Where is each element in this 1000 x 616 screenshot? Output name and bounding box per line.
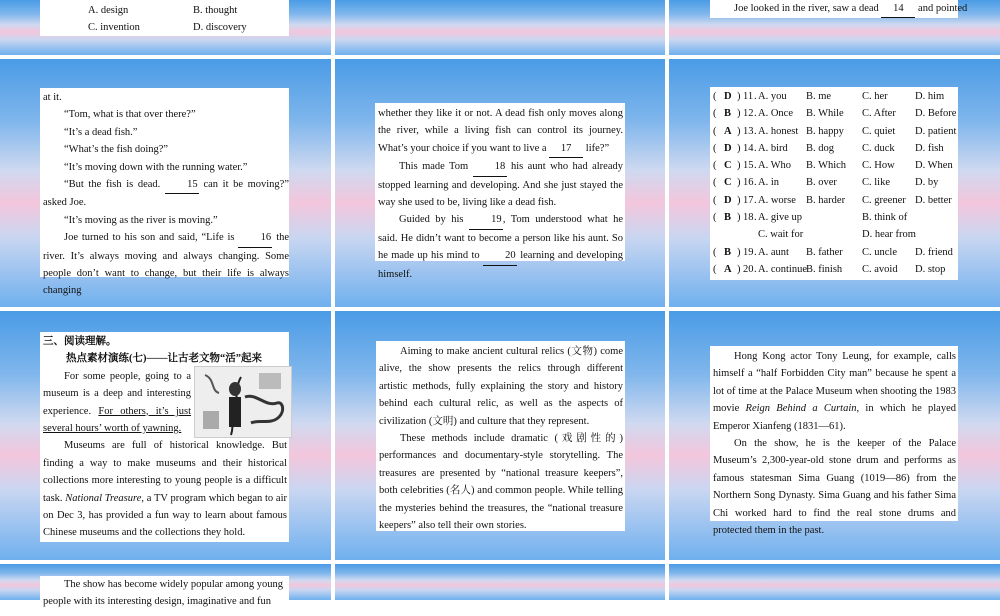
choice-a: A. bird <box>758 142 788 154</box>
snippet-text-after: and pointed <box>918 3 968 14</box>
slide-r3-left <box>0 564 331 608</box>
choice-b: B. over <box>806 177 837 189</box>
slide-r0-left <box>0 0 331 55</box>
choice-b: B. father <box>806 246 843 258</box>
blank-17: 17 <box>549 140 583 158</box>
choice-c: C. uncle <box>862 246 897 258</box>
answers-card <box>710 87 958 280</box>
question-number: 14 <box>743 142 754 154</box>
answer-row <box>710 226 958 243</box>
snippet-text: Joe looked in the river, saw a dead <box>734 3 879 14</box>
number-dot: . <box>754 108 757 120</box>
choice-a: A. Once <box>758 108 793 120</box>
question-number: 12 <box>743 108 754 120</box>
options-card <box>40 0 289 36</box>
right-p1-text: Hong Kong actor Tony Leung, for example, calls himself a “half Forbidden City man” because he spent a lot of time at the Palace Museum when shooting the 1983 movie <box>713 351 956 415</box>
reading-right-card <box>710 346 958 537</box>
choice-d: D. patient <box>915 125 957 137</box>
blank-19: 19 <box>469 211 503 229</box>
open-paren: ( <box>713 246 717 258</box>
blank-14: 14 <box>881 0 915 18</box>
answer-letter: D <box>724 194 732 206</box>
choice-c: C. How <box>862 160 895 172</box>
number-dot: . <box>754 177 757 189</box>
line-3: “It’s a dead fish.” <box>64 126 138 138</box>
reading-p2-after: , a TV program which began to air on Dec 3, has provided a fun way to learn about famous Chinese museums and the collections they hold. <box>43 492 287 539</box>
choice-b: B. me <box>806 91 832 102</box>
choice-d: D. him <box>915 91 945 102</box>
answer-row <box>710 261 958 278</box>
mid-p1-text: whether they like it or not. A dead fish only moves along the river, while a living fish can control its journey. What’s your choice if you want to live a <box>378 108 623 154</box>
choice-d: D. Before <box>915 108 957 120</box>
line-1: at it. <box>43 92 62 103</box>
choice-b: B. finish <box>806 263 843 275</box>
slide-r1-right <box>669 59 1000 307</box>
choice-c: C. like <box>862 177 890 189</box>
open-paren: ( <box>713 194 717 206</box>
mid-p2 <box>378 158 623 211</box>
choice-c: C. avoid <box>862 263 898 275</box>
answer-letter: B <box>724 108 732 120</box>
right-reading-p1 <box>713 348 956 435</box>
slide-r0-right <box>669 0 1000 55</box>
choice-b: B. dog <box>806 142 835 154</box>
choice-d: D. by <box>915 177 939 189</box>
answer-letter: B <box>724 212 732 224</box>
question-number: 13 <box>743 125 754 137</box>
line-5: “It’s moving down with the running water.” <box>64 161 248 173</box>
choice-a: A. you <box>758 91 787 102</box>
mid-reading-p1: Aiming to make ancient cultural relics (文物) come alive, the show presents the relics through different artistic methods, fully explaining the story and history behind each cultural relic, as well as the aspects of civilization (文明) and culture that they represent. <box>379 346 623 427</box>
choice-d: D. stop <box>915 263 946 275</box>
close-paren: ) <box>737 263 741 275</box>
choice-a: A. aunt <box>758 246 789 258</box>
answer-row <box>710 244 958 261</box>
choice-c: C. her <box>862 91 888 102</box>
choice-a: A. honest <box>758 125 799 137</box>
question-number: 19 <box>743 246 754 258</box>
answer-row <box>710 105 958 122</box>
but-text: “But the fish is dead. <box>64 179 161 191</box>
choice-b: B. happy <box>806 125 844 137</box>
choice-c: C. duck <box>862 142 895 154</box>
slide-r3-mid <box>335 564 665 600</box>
mid-p3-after: learning and developing himself. <box>378 250 624 280</box>
answer-letter: A <box>724 125 732 137</box>
story-left-card <box>40 88 290 297</box>
mid-p3-text: Guided by his <box>399 214 464 226</box>
question-number: 20 <box>743 263 754 275</box>
open-paren: ( <box>713 212 717 224</box>
but-text-after: can it be moving?” asked Joe. <box>43 179 290 209</box>
close-paren: ) <box>737 108 741 120</box>
option-d: D. discovery <box>193 22 247 33</box>
choice-c: D. hear from <box>862 229 916 241</box>
answer-letter: A <box>724 263 732 275</box>
choice-d: D. friend <box>915 246 953 258</box>
museum-photo <box>194 366 292 438</box>
answer-row <box>710 140 958 157</box>
continue-text-2: people with its interesting design, imaginative and fun <box>43 596 272 608</box>
answer-row <box>710 192 958 209</box>
choice-c: C. After <box>862 108 896 120</box>
number-dot: . <box>754 194 757 206</box>
answer-row <box>710 209 958 226</box>
mid-reading-p2: These methods include dramatic (戏剧性的) performances and documentary-style storytelling. The treasures are presented by “national treasure keepers”, both celebrities (名人) and common people. While telling the mysteries behind the treasures, the “national treasure keepers” also tell their own stories. <box>379 433 623 532</box>
mid-p2-after: his aunt who had already stopped learning and developing. And she just stayed the way she used to be, living like a dead fish. <box>378 161 624 209</box>
line-2: “Tom, what is that over there?” <box>64 109 196 121</box>
slide-r0-mid <box>335 0 665 55</box>
reading-p1-a: For some people, going to a museum is a deep and interesting experience. <box>43 370 191 417</box>
choice-a: A. in <box>758 177 779 189</box>
movie-title: Reign Behind a Curtain <box>745 403 857 415</box>
answer-row <box>710 174 958 191</box>
question-number: 17 <box>743 194 754 206</box>
choice-a: A. Who <box>758 160 792 172</box>
slide-r2-mid <box>335 311 665 560</box>
question-number: 15 <box>743 160 754 172</box>
option-b: B. thought <box>193 5 238 16</box>
open-paren: ( <box>713 142 717 154</box>
choice-b: B. While <box>806 108 844 120</box>
reading-left-card <box>40 332 289 542</box>
close-paren: ) <box>737 125 741 137</box>
number-dot: . <box>754 263 757 275</box>
close-paren: ) <box>737 177 741 189</box>
reading-p2-text: Museums are full of historical knowledge. But finding a way to make museums and their historical collections more interesting to young people is a difficult task. <box>43 440 287 504</box>
line-moving: “It’s moving as the river is moving.” <box>64 214 218 226</box>
answer-row <box>710 157 958 174</box>
choice-c: C. greener <box>862 194 906 206</box>
mid-p3-mid: , Tom understood what he said. He didn’t want to become a person like his aunt. So he made up his mind to <box>378 214 623 262</box>
blank-20: 20 <box>483 247 517 265</box>
choice-c: B. think of <box>862 212 908 224</box>
reading-p2 <box>43 437 287 541</box>
answer-letter: C <box>724 177 732 189</box>
number-dot: . <box>754 160 757 172</box>
option-c: C. invention <box>88 22 140 33</box>
slide-r1-left <box>0 59 331 307</box>
right-reading-p2: On the show, he is the keeper of the Palace Museum’s 2,300-year-old stone drum and performs as famous statesman Sima Guang (1019—86) from the Northern Song Dynasty. Sima Guang and his father Sima Chi worked hard to find the real stone drums and protected them in the past. <box>713 438 956 537</box>
section-subtitle: 热点素材演练(七)——让古老文物“活”起来 <box>66 353 262 365</box>
close-paren: ) <box>737 194 741 206</box>
program-title: National Treasure <box>65 492 142 504</box>
photo-illustration <box>195 367 291 437</box>
choice-a: A. continue <box>758 263 807 275</box>
story-snippet <box>734 0 968 18</box>
choice-a: C. wait for <box>758 229 804 241</box>
close-paren: ) <box>737 246 741 258</box>
question-number: 11 <box>743 91 754 102</box>
reading-continue-card <box>40 576 289 616</box>
blank-18: 18 <box>473 158 507 176</box>
choice-d: D. fish <box>915 142 944 154</box>
open-paren: ( <box>713 160 717 172</box>
answer-list <box>710 88 958 278</box>
mid-p1-after: life?” <box>585 142 610 154</box>
number-dot: . <box>754 142 757 154</box>
answer-letter: D <box>724 142 732 154</box>
slide-r3-right <box>669 564 1000 600</box>
blank-16: 16 <box>238 229 272 247</box>
mid-p3 <box>378 211 623 283</box>
open-paren: ( <box>713 125 717 137</box>
section-heading: 三、阅读理解。 <box>43 336 117 347</box>
close-paren: ) <box>737 160 741 172</box>
answer-row <box>710 88 958 105</box>
answer-letter: B <box>724 246 732 258</box>
reading-p1 <box>43 368 191 438</box>
joe-text-after: the river. It’s always moving and always changing. Some people don’t want to change, but their life is always changing <box>43 232 290 297</box>
right-p1-after: , in which he played Emperor Xianfeng (1831—61). <box>713 403 956 432</box>
mid-p1 <box>378 105 623 158</box>
choice-d: D. better <box>915 194 952 206</box>
open-paren: ( <box>713 177 717 189</box>
story-mid-card <box>375 103 625 280</box>
line-4: “What’s the fish doing?” <box>64 144 169 156</box>
line-but <box>43 176 289 212</box>
choice-b: B. harder <box>806 194 846 206</box>
number-dot: . <box>754 91 757 102</box>
reading-mid-card <box>376 341 625 531</box>
mid-p2-text: This made Tom <box>399 161 469 173</box>
number-dot: . <box>754 212 757 224</box>
story-snippet-card <box>710 0 968 18</box>
number-dot: . <box>754 246 757 258</box>
close-paren: ) <box>737 212 741 224</box>
choice-b: B. Which <box>806 160 847 172</box>
reading-p1-underlined: For others, it’s just several hours’ worth of yawning. <box>43 405 192 435</box>
answer-letter: D <box>724 91 732 102</box>
close-paren: ) <box>737 142 741 154</box>
close-paren: ) <box>737 91 741 102</box>
open-paren: ( <box>713 263 717 275</box>
joe-text: Joe turned to his son and said, “Life is <box>64 232 235 244</box>
line-joe <box>43 229 289 300</box>
open-paren: ( <box>713 108 717 120</box>
question-number: 18 <box>743 212 754 224</box>
slide-r2-left <box>0 311 331 560</box>
number-dot: . <box>754 125 757 137</box>
answer-row <box>710 123 958 140</box>
choice-c: C. quiet <box>862 125 896 137</box>
question-number: 16 <box>743 177 754 189</box>
blank-15: 15 <box>165 176 199 194</box>
choice-a: A. worse <box>758 194 796 206</box>
slide-r2-right <box>669 311 1000 560</box>
answer-letter: C <box>724 160 732 172</box>
option-a: A. design <box>88 5 129 16</box>
choice-d: D. When <box>915 160 953 172</box>
slide-r1-mid <box>335 59 665 307</box>
open-paren: ( <box>713 91 717 102</box>
choice-a: A. give up <box>758 212 803 224</box>
continue-text: The show has become widely popular among young <box>64 579 283 590</box>
